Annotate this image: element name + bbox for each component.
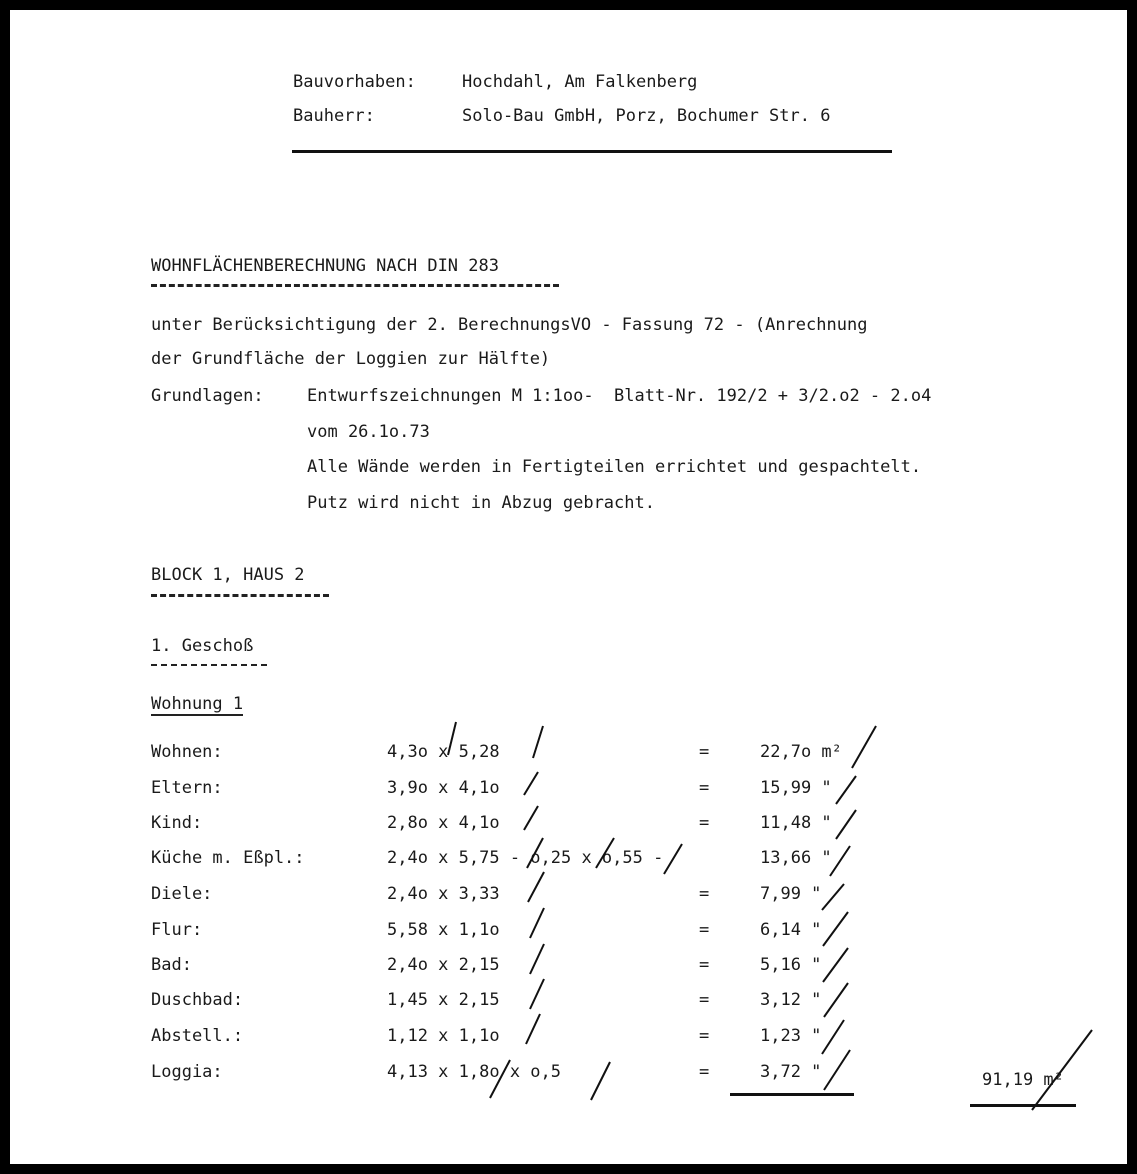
room-name: Flur: <box>151 920 203 940</box>
room-calc: 5,58 x 1,1o <box>387 920 500 940</box>
document-page <box>10 10 1127 1164</box>
intro-line-1: unter Berücksichtigung der 2. BerechnungsVO - Fassung 72 - (Anrechnung <box>151 315 868 335</box>
title-underline <box>151 284 559 287</box>
room-name: Duschbad: <box>151 990 244 1010</box>
room-area: 3,72 " <box>760 1062 822 1082</box>
room-calc: 1,12 x 1,1o <box>387 1026 500 1046</box>
basis-line-1: Entwurfszeichnungen M 1:1oo- Blatt-Nr. 192/2 + 3/2.o2 - 2.o4 <box>307 386 932 406</box>
room-name: Abstell.: <box>151 1026 244 1046</box>
room-name: Kind: <box>151 813 203 833</box>
room-equals: = <box>699 920 710 940</box>
room-equals: = <box>699 1062 710 1082</box>
header-rule <box>292 150 892 153</box>
room-name: Wohnen: <box>151 742 223 762</box>
basis-line-3: Alle Wände werden in Fertigteilen errichtet und gespachtelt. <box>307 457 922 477</box>
room-calc: 1,45 x 2,15 <box>387 990 500 1010</box>
room-area: 13,66 " <box>760 848 832 868</box>
intro-line-2: der Grundfläche der Loggien zur Hälfte) <box>151 349 551 369</box>
room-equals: = <box>699 778 710 798</box>
project-value: Hochdahl, Am Falkenberg <box>462 72 698 92</box>
document-title: WOHNFLÄCHENBERECHNUNG NACH DIN 283 <box>151 256 499 276</box>
room-equals: = <box>699 813 710 833</box>
room-area: 7,99 " <box>760 884 822 904</box>
room-calc: 2,4o x 2,15 <box>387 955 500 975</box>
total-area: 91,19 m² <box>982 1070 1064 1090</box>
room-name: Diele: <box>151 884 213 904</box>
room-area: 1,23 " <box>760 1026 822 1046</box>
room-calc: 2,4o x 5,75 - o,25 x o,55 - <box>387 848 664 868</box>
basis-line-2: vom 26.1o.73 <box>307 422 430 442</box>
basis-label: Grundlagen: <box>151 386 264 406</box>
room-name: Loggia: <box>151 1062 223 1082</box>
floor-underline <box>151 664 267 666</box>
room-area: 5,16 " <box>760 955 822 975</box>
room-equals: = <box>699 990 710 1010</box>
room-equals: = <box>699 1026 710 1046</box>
sum-rule <box>730 1093 854 1096</box>
room-name: Eltern: <box>151 778 223 798</box>
block-heading: BLOCK 1, HAUS 2 <box>151 565 305 585</box>
room-equals: = <box>699 884 710 904</box>
room-area: 6,14 " <box>760 920 822 940</box>
total-rule <box>970 1104 1076 1107</box>
client-label: Bauherr: <box>293 106 375 126</box>
apartment-heading: Wohnung 1 <box>151 694 244 714</box>
room-name: Küche m. Eßpl.: <box>151 848 305 868</box>
project-label: Bauvorhaben: <box>293 72 416 92</box>
room-calc: 3,9o x 4,1o <box>387 778 500 798</box>
room-area: 22,7o m² <box>760 742 842 762</box>
room-calc: 4,3o x 5,28 <box>387 742 500 762</box>
room-calc: 2,4o x 3,33 <box>387 884 500 904</box>
room-calc: 2,8o x 4,1o <box>387 813 500 833</box>
floor-heading: 1. Geschoß <box>151 636 254 656</box>
client-value: Solo-Bau GmbH, Porz, Bochumer Str. 6 <box>462 106 831 126</box>
room-area: 3,12 " <box>760 990 822 1010</box>
room-name: Bad: <box>151 955 192 975</box>
room-equals: = <box>699 742 710 762</box>
block-underline <box>151 594 329 597</box>
room-calc: 4,13 x 1,8o x o,5 <box>387 1062 561 1082</box>
basis-line-4: Putz wird nicht in Abzug gebracht. <box>307 493 655 513</box>
room-area: 11,48 " <box>760 813 832 833</box>
room-area: 15,99 " <box>760 778 832 798</box>
room-equals: = <box>699 955 710 975</box>
